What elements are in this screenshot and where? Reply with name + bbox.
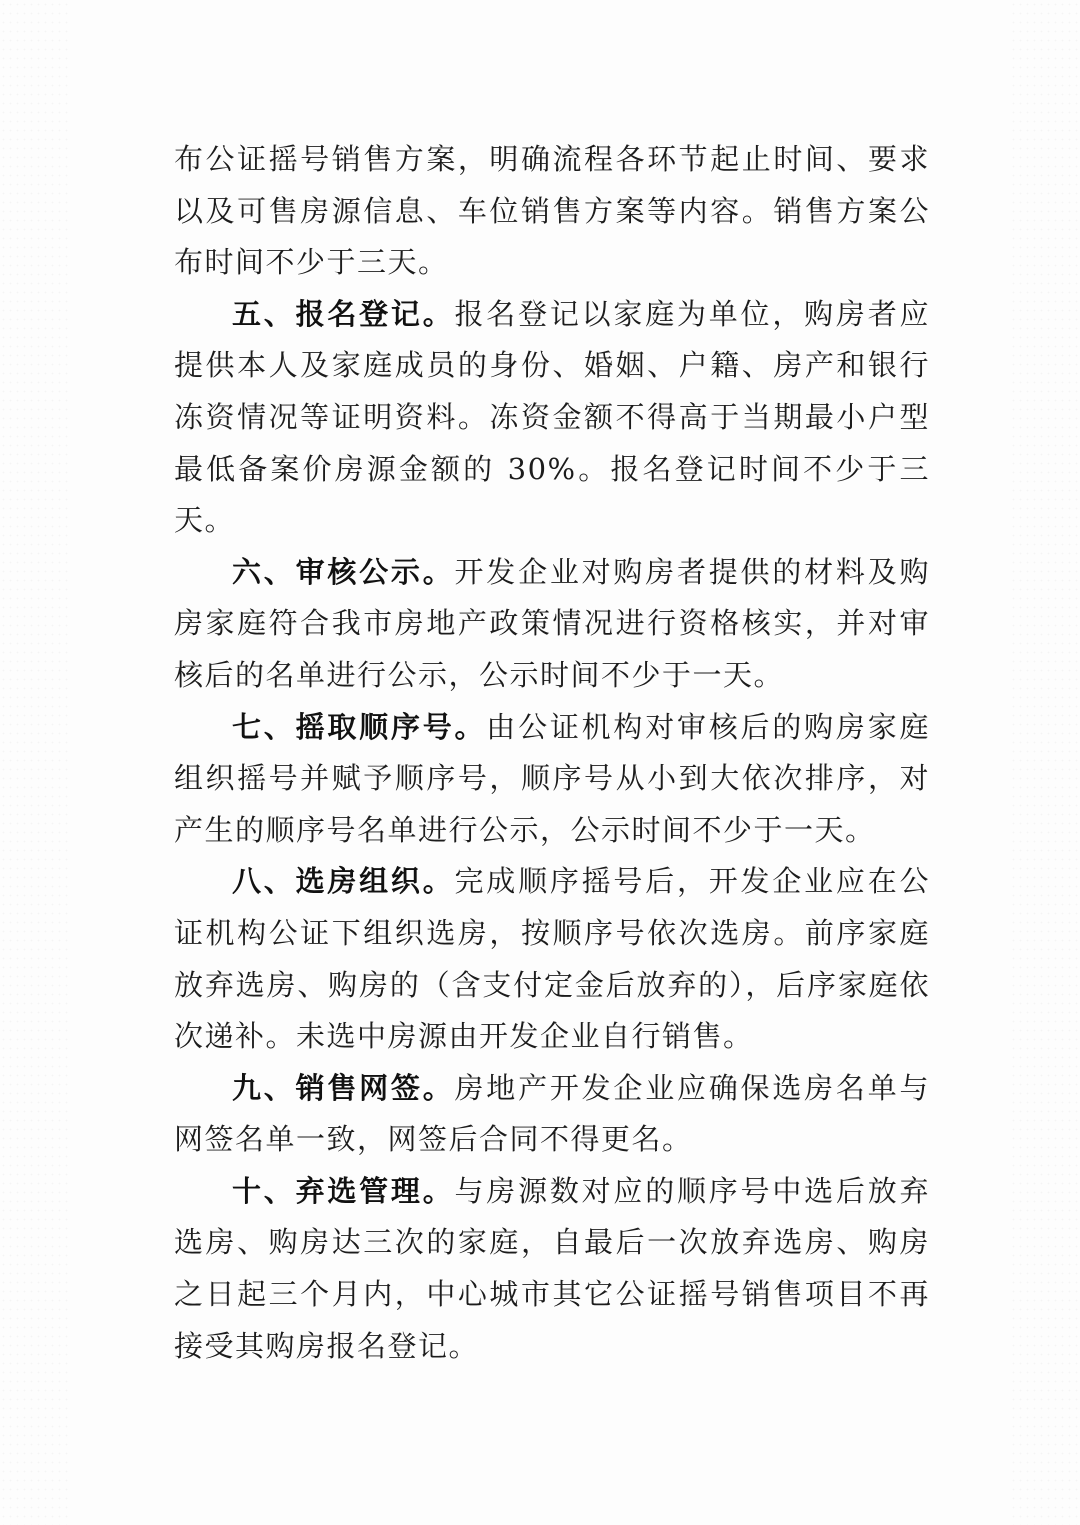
document-body [174, 134, 930, 1372]
paragraph-text: 开发企业对购房者提供的材料及购房家庭符合我市房地产政策情况进行资格核实，并对审核后的名单进行公示，公示时间不少于一天。 [174, 554, 930, 692]
paragraph-online-signing [174, 1063, 930, 1166]
paragraph-review-publicity [174, 547, 930, 702]
paragraph-heading: 七、摇取顺序号。 [232, 709, 487, 744]
paragraph-registration [174, 289, 930, 547]
paragraph-text: 报名登记以家庭为单位，购房者应提供本人及家庭成员的身份、婚姻、户籍、房产和银行冻资情况等证明资料。冻资金额不得高于当期最小户型最低备案价房源金额的 30%。报名登记时间不少于三天。 [174, 296, 930, 538]
scan-edge-left [0, 0, 70, 1525]
scan-edge-right [1010, 0, 1080, 1525]
paragraph-heading: 十、弃选管理。 [232, 1173, 455, 1208]
paragraph-text: 完成顺序摇号后，开发企业应在公证机构公证下组织选房，按顺序号依次选房。前序家庭放弃选房、购房的（含支付定金后放弃的），后序家庭依次递补。未选中房源由开发企业自行销售。 [174, 864, 930, 1054]
paragraph-heading: 九、销售网签。 [232, 1070, 455, 1105]
paragraph-house-selection [174, 856, 930, 1062]
paragraph-heading: 六、审核公示。 [232, 554, 455, 589]
paragraph-lottery-number [174, 702, 930, 857]
paragraph-text: 布公证摇号销售方案，明确流程各环节起止时间、要求以及可售房源信息、车位销售方案等内容。销售方案公布时间不少于三天。 [174, 142, 930, 280]
paragraph-text: 与房源数对应的顺序号中选后放弃选房、购房达三次的家庭，自最后一次放弃选房、购房之日起三个月内，中心城市其它公证摇号销售项目不再接受其购房报名登记。 [174, 1173, 930, 1363]
paragraph-continuation [174, 134, 930, 289]
paragraph-heading: 五、报名登记。 [232, 296, 455, 331]
paragraph-heading: 八、选房组织。 [232, 864, 455, 899]
paragraph-abandonment [174, 1166, 930, 1372]
paragraph-text: 房地产开发企业应确保选房名单与网签名单一致，网签后合同不得更名。 [174, 1070, 930, 1157]
paragraph-text: 由公证机构对审核后的购房家庭组织摇号并赋予顺序号，顺序号从小到大依次排序，对产生的顺序号名单进行公示，公示时间不少于一天。 [174, 709, 930, 847]
